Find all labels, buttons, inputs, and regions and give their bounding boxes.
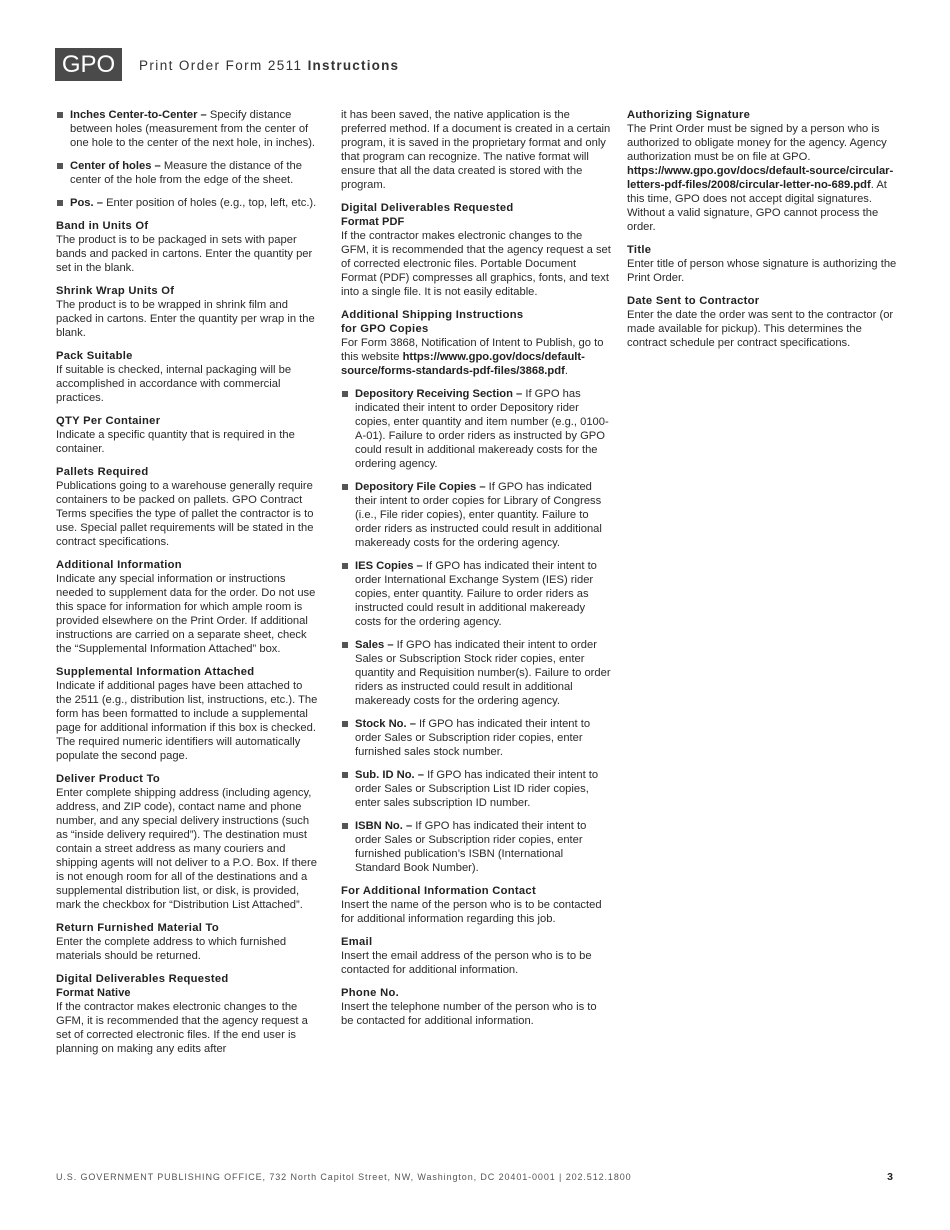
section-body: Insert the email address of the person who is to be contacted for additional information. bbox=[341, 950, 592, 976]
section-heading: Deliver Product To bbox=[56, 773, 161, 785]
section-heading: Return Furnished Material To bbox=[56, 922, 219, 934]
shipping-body-text: For Form 3868, Notification of Intent to Publish, go to this website bbox=[341, 337, 604, 363]
section-heading-line2: for GPO Copies bbox=[341, 323, 429, 335]
section-body: Insert the name of the person who is to be contacted for additional information regarding this job. bbox=[341, 899, 602, 925]
section-body: Enter the complete address to which furnished materials should be returned. bbox=[56, 936, 287, 962]
shipping-body-end: . bbox=[564, 365, 568, 377]
section-pack-suitable bbox=[56, 349, 318, 405]
section-heading: Date Sent to Contractor bbox=[627, 295, 760, 307]
section-body: Enter title of person whose signature is authorizing the Print Order. bbox=[627, 258, 897, 284]
column-1 bbox=[56, 108, 318, 1065]
section-body bbox=[627, 122, 899, 234]
bullet-term: Sub. ID No. – bbox=[355, 769, 424, 781]
section-body: The product is to be packaged in sets with paper bands and packed in cartons. Enter the quantity per set in the blank. bbox=[56, 234, 313, 274]
section-additional-shipping bbox=[341, 308, 611, 378]
bullet-item bbox=[341, 819, 611, 875]
section-body: Indicate any special information or instructions needed to supplement data for the order. Do not use this space for information for which ample room is provided elsewhere on the Print Order. If additional instructions are carried on a separate sheet, check the “Supplemental Information Attached” box. bbox=[56, 573, 316, 655]
section-heading: Digital Deliverables Requested bbox=[56, 973, 229, 985]
section-digital-deliverables-native bbox=[56, 972, 318, 1056]
bullet-item bbox=[341, 717, 611, 759]
bullet-text: If GPO has indicated their intent to order Sales or Subscription rider copies, enter furnished sales stock number. bbox=[355, 718, 591, 758]
section-body: If the contractor makes electronic changes to the GFM, it is recommended that the agency request a set of corrected electronic files. If the end user is planning on making any edits after bbox=[56, 1001, 308, 1055]
bullet-item bbox=[56, 108, 318, 150]
section-body bbox=[341, 336, 611, 378]
bullet-text: If GPO has indicated their intent to order Sales or Subscription Stock rider copies, enter quantity and Requisition number(s). Failure to order riders as instructed could result in additional makeready costs for the ordering agency. bbox=[355, 639, 611, 707]
section-heading: QTY Per Container bbox=[56, 415, 161, 427]
footer-address: U.S. GOVERNMENT PUBLISHING OFFICE, 732 North Capitol Street, NW, Washington, DC 20401-0001 | 202.512.1800 bbox=[56, 1172, 632, 1182]
bullet-item bbox=[56, 159, 318, 187]
section-title bbox=[627, 243, 899, 285]
section-body: Publications going to a warehouse generally require containers to be packed on pallets. GPO Contract Terms specifies the type of pallet the contractor is to use. Special pallet requirements will be stated in the contract specifications. bbox=[56, 480, 314, 548]
section-heading: For Additional Information Contact bbox=[341, 885, 536, 897]
section-body: Enter the date the order was sent to the contractor (or made available for pickup). This determines the contract schedule per contract specifications. bbox=[627, 309, 894, 349]
bullet-term: ISBN No. – bbox=[355, 820, 413, 832]
section-heading: Additional Shipping Instructions bbox=[341, 309, 524, 321]
bullet-text: Enter position of holes (e.g., top, left, etc.). bbox=[102, 197, 317, 209]
bullet-text: Measure the distance of the center of the hole from the edge of the sheet. bbox=[70, 160, 302, 186]
section-heading: Pallets Required bbox=[56, 466, 149, 478]
bullet-text: If GPO has indicated their intent to order Sales or Subscription rider copies, enter furnished publication’s ISBN (International Standard Book Number). bbox=[355, 820, 587, 874]
auth-body-text-end: . At this time, GPO does not accept digital signatures. Without a valid signature, GPO cannot process the order. bbox=[627, 179, 887, 233]
bullet-item bbox=[341, 768, 611, 810]
section-heading: Pack Suitable bbox=[56, 350, 133, 362]
bullet-term: IES Copies – bbox=[355, 560, 423, 572]
bullet-term: Stock No. – bbox=[355, 718, 416, 730]
bullet-term: Center of holes – bbox=[70, 160, 161, 172]
section-email bbox=[341, 935, 611, 977]
section-body: If the contractor makes electronic changes to the GFM, it is recommended that the agency request a set of corrected electronic files. Portable Document Format (PDF) compresses all graphics, fonts, and text into a single file. It is not easily editable. bbox=[341, 230, 611, 298]
page-number: 3 bbox=[887, 1171, 893, 1183]
section-heading: Phone No. bbox=[341, 987, 400, 999]
auth-body-text: The Print Order must be signed by a person who is authorized to obligate money for the agency. Agency authorization must be on file at GPO. bbox=[627, 123, 887, 163]
section-additional-information bbox=[56, 558, 318, 656]
section-body: Insert the telephone number of the person who is to be contacted for additional information. bbox=[341, 1001, 597, 1027]
page-header bbox=[55, 48, 915, 82]
circular-letter-link[interactable]: https://www.gpo.gov/docs/default-source/circular-letters-pdf-files/2008/circular-letter-no-689.pdf bbox=[627, 165, 894, 191]
bullet-text: If GPO has indicated their intent to order Depository rider copies, enter quantity and item number (e.g., 0100-A-01). Failure to order riders as instructed by GPO could result in additional makeready costs for the ordering agency. bbox=[355, 388, 609, 470]
section-subheading: Format PDF bbox=[341, 216, 405, 228]
bullet-term: Depository File Copies – bbox=[355, 481, 486, 493]
column-3 bbox=[627, 108, 899, 359]
section-body: Indicate if additional pages have been attached to the 2511 (e.g., distribution list, instructions, etc.). The form has been formatted to include a supplemental page for additional information if this box is checked. The required numeric identifiers will automatically populate the second page. bbox=[56, 680, 318, 762]
gpo-logo: GPO bbox=[55, 48, 122, 81]
section-subheading: Format Native bbox=[56, 987, 131, 999]
section-heading: Digital Deliverables Requested bbox=[341, 202, 514, 214]
section-heading: Email bbox=[341, 936, 373, 948]
section-return-furnished-material bbox=[56, 921, 318, 963]
section-qty-per-container bbox=[56, 414, 318, 456]
bullet-item bbox=[341, 480, 611, 550]
bullet-text: If GPO has indicated their intent to order copies for Library of Congress (i.e., File rider copies), enter quantity. Failure to order riders as instructed could result in additional makeready costs for the ordering agency. bbox=[355, 481, 602, 549]
document-title-plain: Print Order Form 2511 bbox=[139, 58, 308, 73]
bullet-text: If GPO has indicated their intent to order International Exchange System (IES) rider copies, enter quantity. Failure to order riders as instructed could result in additional makeready costs for the ordering agency. bbox=[355, 560, 597, 628]
section-heading: Authorizing Signature bbox=[627, 109, 751, 121]
section-authorizing-signature bbox=[627, 108, 899, 234]
bullet-text: If GPO has indicated their intent to order Sales or Subscription List ID rider copies, enter sales subscription ID number. bbox=[355, 769, 599, 809]
section-deliver-product-to bbox=[56, 772, 318, 912]
document-title-bold: Instructions bbox=[307, 58, 400, 73]
section-body: Indicate a specific quantity that is required in the container. bbox=[56, 429, 295, 455]
section-body: Enter complete shipping address (including agency, address, and ZIP code), contact name and phone number, and any special delivery instructions (such as “inside delivery required”). The destination must contain a street address as many couriers and shipping agents will not deliver to a P.O. Box. If there is not enough room for all of the destinations and a supplemental distribution list, or disk, is provided, mark the checkbox for “Distribution List Attached”. bbox=[56, 787, 317, 911]
section-date-sent bbox=[627, 294, 899, 350]
section-body: The product is to be wrapped in shrink film and packed in cartons. Enter the quantity per wrap in the blank. bbox=[56, 299, 315, 339]
section-pallets-required bbox=[56, 465, 318, 549]
document-title bbox=[139, 58, 399, 73]
column-2 bbox=[341, 108, 611, 1037]
continued-paragraph: it has been saved, the native application is the preferred method. If a document is created in a certain program, it is saved in the proprietary format and only that program can recognize. The native format will ensure that all the data created is stored with the program. bbox=[341, 109, 611, 191]
section-heading: Shrink Wrap Units Of bbox=[56, 285, 175, 297]
bullet-term: Pos. – bbox=[70, 197, 103, 209]
bullet-item bbox=[341, 387, 611, 471]
form-3868-link[interactable]: https://www.gpo.gov/docs/default-source/forms-standards-pdf-files/3868.pdf bbox=[341, 351, 585, 377]
section-supplemental-information bbox=[56, 665, 318, 763]
section-additional-info-contact bbox=[341, 884, 611, 926]
section-heading: Additional Information bbox=[56, 559, 182, 571]
bullet-term: Depository Receiving Section – bbox=[355, 388, 523, 400]
section-heading: Supplemental Information Attached bbox=[56, 666, 255, 678]
bullet-text: Specify distance between holes (measurement from the center of one hole to the center of the next hole, in inches). bbox=[70, 109, 316, 149]
bullet-term: Sales – bbox=[355, 639, 394, 651]
bullet-item bbox=[341, 638, 611, 708]
bullet-item bbox=[56, 196, 318, 210]
section-digital-deliverables-pdf bbox=[341, 201, 611, 299]
section-band-in-units bbox=[56, 219, 318, 275]
section-phone-no bbox=[341, 986, 611, 1028]
section-heading: Title bbox=[627, 244, 652, 256]
bullet-term: Inches Center-to-Center – bbox=[70, 109, 207, 121]
bullet-item bbox=[341, 559, 611, 629]
section-shrink-wrap bbox=[56, 284, 318, 340]
section-heading: Band in Units Of bbox=[56, 220, 149, 232]
section-body: If suitable is checked, internal packaging will be accomplished in accordance with commercial practices. bbox=[56, 364, 292, 404]
